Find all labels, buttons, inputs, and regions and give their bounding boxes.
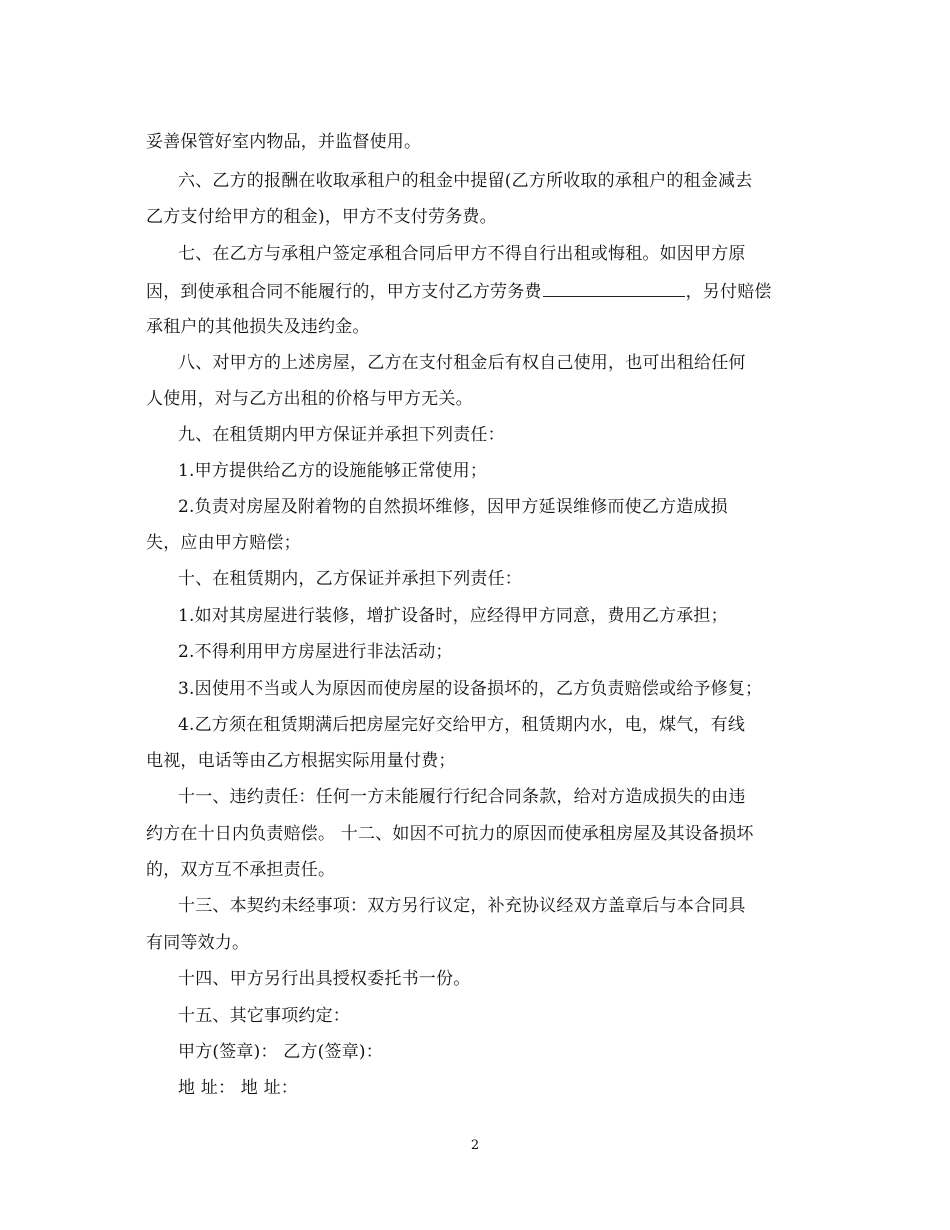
fill-in-blank [543, 280, 685, 297]
text-line: 六、乙方的报酬在收取承租户的租金中提留(乙方所收取的承租户的租金减去 [178, 171, 753, 191]
text-line: 十、在租赁期内，乙方保证并承担下列责任： [178, 569, 522, 589]
text-line: 十五、其它事项约定： [178, 1006, 350, 1026]
text-line: 2.不得利用甲方房屋进行非法活动； [178, 642, 453, 662]
text-line: 4.乙方须在租赁期满后把房屋完好交给甲方，租赁期内水，电，煤气，有线 [178, 715, 746, 735]
text-line-with-blank [146, 280, 772, 303]
text-line: 妥善保管好室内物品，并监督使用。 [146, 132, 422, 152]
text-line: 人使用，对与乙方出租的价格与甲方无关。 [146, 389, 473, 409]
text-line: 十四、甲方另行出具授权委托书一份。 [178, 969, 471, 989]
address-line: 地 址： 地 址： [178, 1078, 299, 1098]
text-line: 八、对甲方的上述房屋，乙方在支付租金后有权自己使用，也可出租给任何 [178, 353, 746, 373]
text-line: 的，双方互不承担责任。 [146, 860, 336, 880]
text-line: 2.负责对房屋及附着物的自然损坏维修，因甲方延误维修而使乙方造成损 [178, 497, 728, 517]
text-line: 电视，电话等由乙方根据实际用量付费； [146, 751, 456, 771]
page-number: 2 [470, 1138, 480, 1153]
text-line: 1.甲方提供给乙方的设施能够正常使用； [178, 461, 488, 481]
text-fragment: 因，到使承租合同不能履行的，甲方支付乙方劳务费 [146, 282, 542, 302]
text-line: 有同等效力。 [146, 933, 250, 953]
signature-line: 甲方(签章)： 乙方(签章)： [178, 1042, 383, 1062]
text-line: 失，应由甲方赔偿； [146, 533, 301, 553]
text-line: 七、在乙方与承租户签定承租合同后甲方不得自行出租或悔租。如因甲方原 [178, 244, 746, 264]
text-line: 3.因使用不当或人为原因而使房屋的设备损坏的，乙方负责赔偿或给予修复； [178, 679, 763, 699]
text-line: 十一、违约责任：任何一方未能履行行纪合同条款，给对方造成损失的由违 [178, 787, 746, 807]
text-line: 乙方支付给甲方的租金)，甲方不支付劳务费。 [146, 207, 497, 227]
text-line: 1.如对其房屋进行装修，增扩设备时，应经得甲方同意，费用乙方承担； [178, 606, 728, 626]
text-line: 约方在十日内负责赔偿。 十二、如因不可抗力的原因而使承租房屋及其设备损坏 [146, 824, 754, 844]
text-line: 承租户的其他损失及违约金。 [146, 317, 370, 337]
text-line: 十三、本契约未经事项：双方另行议定，补充协议经双方盖章后与本合同具 [178, 896, 746, 916]
text-line: 九、在租赁期内甲方保证并承担下列责任： [178, 425, 505, 445]
text-fragment: ，另付赔偿 [685, 282, 772, 302]
